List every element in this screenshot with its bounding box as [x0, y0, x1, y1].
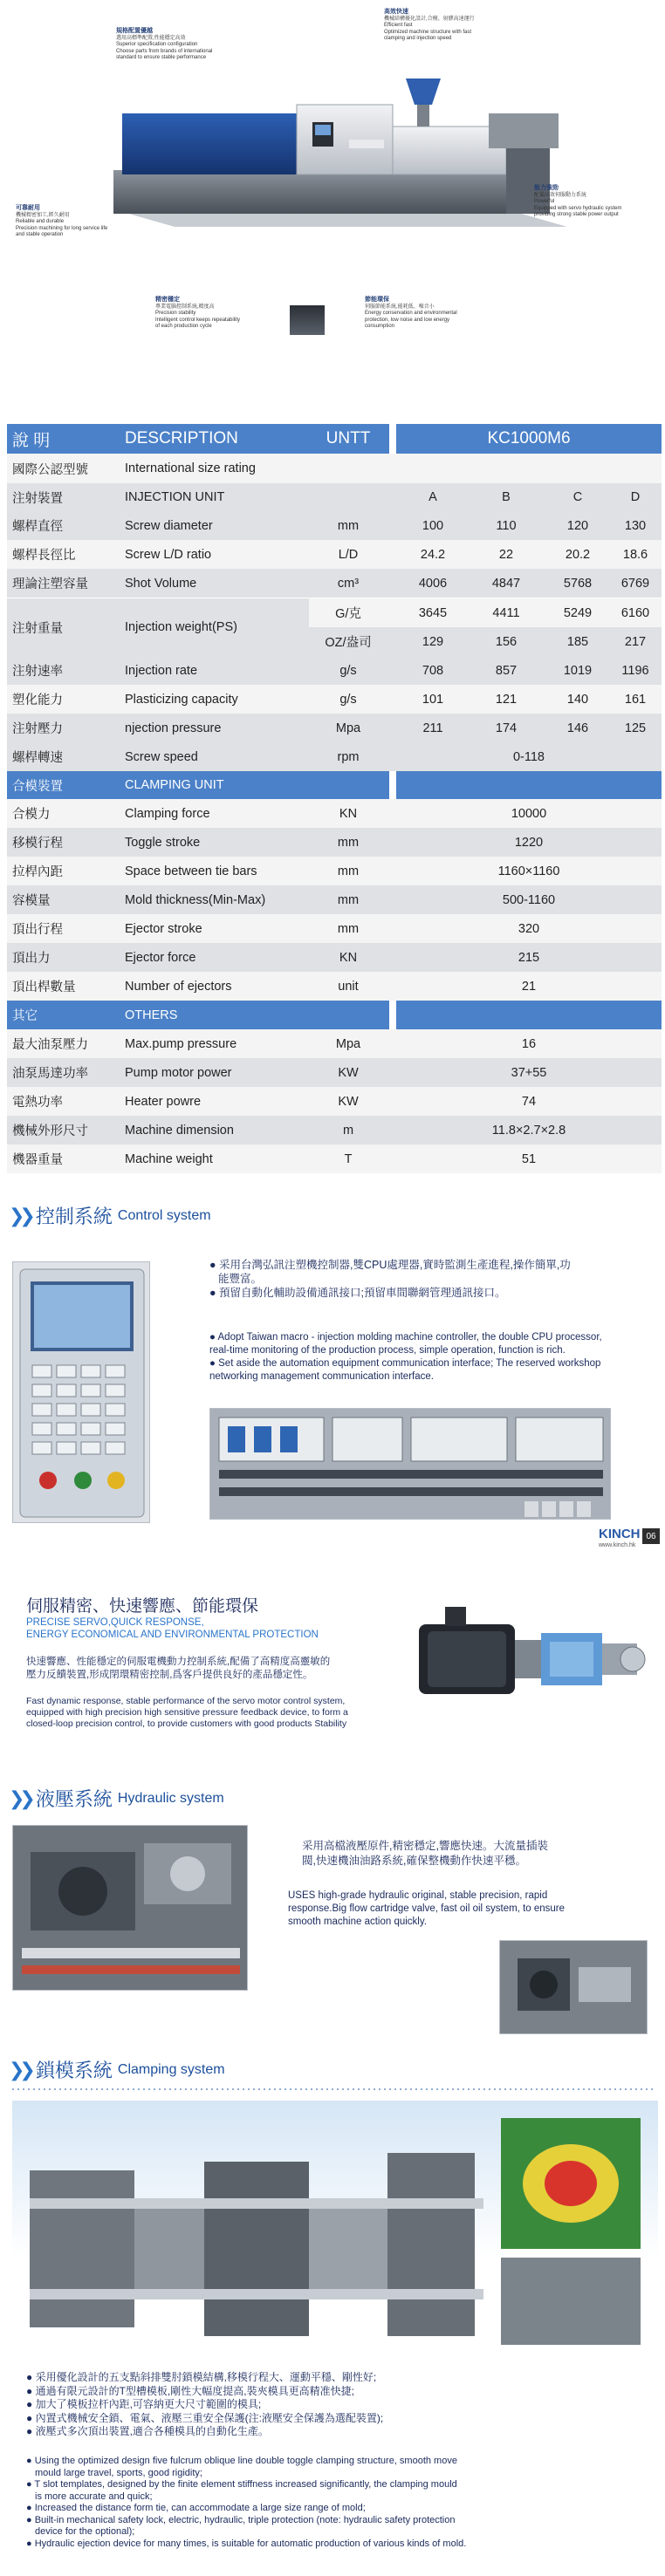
injection-weight-row [7, 598, 662, 656]
callout-line: consumption [365, 324, 395, 329]
clamping-en-line: device for the optional); [35, 2526, 135, 2537]
spec-value: 16 [521, 1036, 537, 1051]
spec-value: 20.2 [565, 547, 591, 562]
spec-value: 22 [498, 547, 514, 562]
spec-value: 211 [422, 721, 443, 735]
spec-row [7, 972, 662, 1001]
hydraulic-title-zh: 液壓系統 [35, 1788, 113, 1810]
chevron-right-icon: ❯❯ [9, 1204, 31, 1227]
spec-label-en: Screw diameter [125, 518, 213, 533]
spec-unit: L/D [338, 547, 359, 562]
spec-label-en: Pump motor power [125, 1065, 232, 1080]
callout-energy-conservation [365, 297, 504, 331]
spec-row [7, 569, 662, 598]
hydraulic-manifold-photo [499, 1940, 648, 2034]
hydraulic-en-line: response.Big flow cartridge valve, fast oil oil system, to ensure [288, 1903, 566, 1914]
callout-title: 規格配置優越 [116, 28, 153, 34]
servo-title-zh: 伺服精密、快速響應、節能環保 [26, 1597, 259, 1616]
hydraulic-en-line: USES high-grade hydraulic original, stable precision, rapid [288, 1890, 548, 1901]
screw-speed-en: Screw speed [125, 749, 198, 764]
col-a: A [428, 490, 437, 504]
control-title-en: Control system [117, 1207, 211, 1223]
rating-row [7, 454, 662, 483]
callout-line: 機械精密加工,經久耐用 [16, 212, 70, 218]
clamping-zh-line: ● 采用優化設計的五支點斜排雙肘鎖模結構,移模行程大、運動平穩、剛性好; [26, 2371, 377, 2383]
clamping-zh-line: ● 加大了模板拉杆內距,可容納更大尺寸範圍的模具; [26, 2398, 262, 2410]
spec-label-zh: 移模行程 [12, 837, 63, 851]
spec-unit: mm [337, 835, 360, 850]
callout-line: 配備高效伺服動力系統 [534, 192, 587, 198]
clamping-en-line: ● T slot templates, designed by the finite element stiffness increased significantly, the clamping mould [26, 2479, 457, 2490]
spec-unit: KW [338, 1065, 359, 1080]
clamping-title-en: Clamping system [117, 2061, 225, 2077]
spec-label-en: njection pressure [125, 721, 222, 735]
weight-g-b: 4411 [492, 605, 520, 620]
spec-label-en: Shot Volume [125, 576, 197, 591]
spec-label-zh: 電熱功率 [12, 1096, 63, 1110]
col-c: C [572, 490, 583, 504]
hydraulic-zh-text [302, 1839, 651, 1869]
spec-row [7, 799, 662, 828]
hydraulic-manifold-icon [500, 1941, 648, 2034]
spec-label-en: Machine weight [125, 1151, 213, 1166]
electrical-cabinet-photo [209, 1408, 611, 1520]
injection-unit-en: INJECTION UNIT [125, 490, 225, 504]
spec-value: 857 [495, 663, 518, 678]
callout-line: Efficient fast [384, 23, 413, 28]
spec-row [7, 685, 662, 714]
clamping-en-line: ● Built-in mechanical safety lock, electric, hydraulic, triple protection (note: hydraulic safety protection [26, 2514, 456, 2525]
callout-line: standard to ensure stable performance [116, 55, 207, 60]
control-en-line: ● Set aside the automation equipment communication interface; The reserved workshop [209, 1358, 601, 1369]
spec-row [7, 828, 662, 857]
weight-oz-c: 185 [566, 634, 589, 649]
control-zh-line: ● 預留自動化輔助設備通訊接口;預留車間聯網管理通訊接口。 [209, 1287, 506, 1299]
spec-label-zh: 油泵馬達功率 [12, 1067, 88, 1081]
brand-name: KINCH [599, 1527, 641, 1541]
header-description: DESCRIPTION [125, 429, 238, 448]
spec-label-zh: 注射壓力 [12, 722, 63, 736]
callout-line: 機械結構優化設計,合模、射膠高速運行 [384, 16, 475, 22]
clamping-zh-line: ● 液壓式多次頂出裝置,適合各種模具的自動化生產。 [26, 2425, 269, 2437]
control-zh-line: 能豐富。 [218, 1273, 263, 1285]
spec-value: 4847 [491, 576, 521, 591]
callout-line: 選用高標準配置,性能穩定高效 [116, 35, 186, 41]
spec-unit: T [344, 1151, 353, 1166]
spec-label-zh: 螺桿長徑比 [12, 549, 76, 563]
hydraulic-section-title [9, 1785, 224, 1812]
spec-label-zh: 容模量 [12, 894, 51, 908]
spec-label-zh: 螺桿直徑 [12, 520, 63, 534]
callout-line: Equipped with servo hydraulic system [534, 205, 622, 211]
electrical-cabinet-icon [210, 1409, 611, 1520]
spec-unit: mm [337, 892, 360, 907]
others-en: OTHERS [125, 1008, 178, 1022]
clamping-zh-line: ● 通過有限元設計的T型槽模板,剛性大幅度提高,裝夾模具更高精准快捷; [26, 2384, 354, 2397]
controller-panel-icon [13, 1262, 150, 1523]
spec-label-en: Number of ejectors [125, 979, 232, 994]
servo-zh-line: 壓力反饋裝置,形成閉環精密控制,爲客戶提供良好的產品穩定性。 [26, 1670, 313, 1680]
spec-value: 11.8×2.7×2.8 [491, 1123, 566, 1138]
spec-value: 320 [518, 921, 540, 936]
clamping-en-line: ● Hydraulic ejection device for many times, is suitable for automatic production of various kinds of mold. [26, 2538, 467, 2549]
callout-title: 可靠耐用 [16, 205, 40, 211]
spec-row [7, 1087, 662, 1116]
callout-line: Powerful [534, 199, 555, 204]
callout-line: of each production cycle [155, 324, 212, 329]
callout-line: Reliable and durable [16, 219, 65, 224]
hero-section [0, 0, 665, 384]
spec-value: 161 [624, 692, 647, 707]
spec-label-en: Heater powre [125, 1094, 202, 1109]
control-section-title [9, 1202, 211, 1229]
spec-header-row [7, 424, 662, 454]
spec-value: 37+55 [511, 1065, 547, 1080]
hydraulic-zh-line: 采用高檔液壓原件,精密穩定,響應快速。大流量插裝 [302, 1840, 548, 1852]
spec-row [7, 885, 662, 914]
callout-superior-config [116, 28, 230, 62]
screw-speed-zh: 螺桿轉速 [12, 751, 63, 765]
controller-panel-photo [12, 1261, 150, 1523]
spec-row [7, 1058, 662, 1087]
spec-value: 10000 [511, 806, 547, 821]
spec-value: 51 [521, 1151, 537, 1166]
spec-unit: mm [337, 921, 360, 936]
servo-en-line: equipped with high precision high sensitive pressure feedback device, to form a [26, 1707, 348, 1718]
spec-label-zh: 注射速率 [12, 665, 63, 679]
spec-value: 110 [496, 518, 517, 533]
spec-unit: cm³ [337, 576, 360, 591]
injection-machine-illustration [96, 79, 585, 253]
callout-line: Precision stability [155, 311, 196, 316]
weight-oz-b: 156 [495, 634, 518, 649]
spec-label-zh: 機械外形尺寸 [12, 1124, 88, 1138]
callout-line: Choose parts from brands of international [116, 48, 213, 54]
spec-row [7, 1029, 662, 1058]
spec-label-zh: 機器重量 [12, 1153, 63, 1167]
spec-value: 21 [521, 979, 537, 994]
weight-unit-g: G/克 [335, 607, 361, 621]
spec-row [7, 857, 662, 885]
callout-line: Precision machining for long service life [16, 225, 108, 231]
spec-value: 215 [518, 950, 540, 965]
control-en-line: real-time monitoring of the production process, simple operation, function is rich. [209, 1345, 566, 1356]
spec-row [7, 1145, 662, 1173]
control-title-zh: 控制系統 [35, 1206, 113, 1227]
spec-label-zh: 頂出桿數量 [12, 981, 76, 994]
spec-label-en: Machine dimension [125, 1123, 234, 1138]
weight-oz-a: 129 [422, 634, 444, 649]
spec-unit: KW [338, 1094, 359, 1109]
spec-value: 5768 [563, 576, 593, 591]
injection-unit-zh: 注射裝置 [12, 491, 63, 506]
servo-en-line: closed-loop precision control, to provide customers with good products Stability [26, 1718, 347, 1729]
spec-value: 146 [566, 721, 589, 735]
col-d: D [630, 490, 641, 504]
spec-unit: KN [339, 950, 358, 965]
spec-label-zh: 合模力 [12, 808, 51, 822]
clamping-unit-header [7, 771, 662, 799]
callout-line: and stable operation [16, 232, 64, 237]
spec-value: 18.6 [622, 547, 648, 562]
spec-label-zh: 最大油泵壓力 [12, 1038, 88, 1052]
spec-label-en: Plasticizing capacity [125, 692, 238, 707]
spec-row [7, 511, 662, 540]
spec-value: 120 [566, 518, 589, 533]
spec-value: 140 [566, 692, 589, 707]
spec-value: 174 [495, 721, 518, 735]
spec-row [7, 943, 662, 972]
control-en-line: networking management communication interface. [209, 1371, 434, 1382]
callout-line: providing strong stable power output [534, 212, 619, 217]
spec-value: 74 [521, 1094, 537, 1109]
control-en-text [209, 1331, 659, 1384]
spec-row [7, 656, 662, 685]
servo-title-en-line: ENERGY ECONOMICAL AND ENVIRONMENTAL PROTECTION [26, 1630, 319, 1640]
col-b: B [502, 490, 511, 504]
dotted-divider [10, 2088, 655, 2090]
spec-unit: unit [338, 979, 359, 994]
callout-title: 能力強勁 [534, 185, 559, 191]
page-number: 06 [642, 1528, 660, 1544]
clamping-unit-en: CLAMPING UNIT [125, 778, 224, 792]
spec-value: 101 [422, 692, 444, 707]
spec-row [7, 540, 662, 569]
weight-en: Injection weight(PS) [125, 620, 237, 634]
spec-value: 125 [624, 721, 647, 735]
spec-unit: g/s [339, 663, 357, 678]
header-model: KC1000M6 [487, 429, 571, 448]
others-header [7, 1001, 662, 1029]
spec-label-zh: 頂出力 [12, 952, 51, 966]
spec-label-en: Injection rate [125, 663, 198, 678]
callout-photo [70, 24, 110, 56]
weight-g-d: 6160 [620, 605, 650, 620]
servo-en-text [26, 1696, 401, 1730]
clamping-en-line: ● Increased the distance form tie, can accommodate a large size range of mold; [26, 2503, 366, 2513]
spec-label-en: Mold thickness(Min-Max) [125, 892, 266, 907]
spec-value: 24.2 [420, 547, 446, 562]
others-zh: 其它 [12, 1009, 38, 1023]
spec-value: 1019 [563, 663, 593, 678]
servo-title-en-line: PRECISE SERVO,QUICK RESPONSE, [26, 1617, 204, 1628]
spec-label-zh: 塑化能力 [12, 694, 63, 707]
callout-title: 節能環保 [365, 297, 389, 303]
clamping-unit-icon [12, 2101, 658, 2362]
spec-unit: mm [337, 518, 360, 533]
spec-unit: m [342, 1123, 354, 1138]
spec-label-en: Space between tie bars [125, 864, 257, 878]
callout-efficient-fast [384, 9, 515, 43]
hydraulic-title-en: Hydraulic system [117, 1790, 224, 1806]
chevron-right-icon: ❯❯ [9, 2058, 31, 2081]
callout-line: Intelligent control keeps repeatability [155, 317, 241, 323]
weight-zh: 注射重量 [12, 621, 63, 636]
spec-unit: Mpa [335, 721, 361, 735]
callout-title: 高效快速 [384, 9, 408, 15]
spec-value: 130 [624, 518, 647, 533]
hydraulic-zh-line: 閥,快速機油油路系統,確保整機動作快速平穩。 [302, 1855, 526, 1867]
spec-label-en: Ejector force [125, 950, 196, 965]
spec-row [7, 1116, 662, 1145]
callout-title: 精密穩定 [155, 297, 180, 303]
control-zh-line: ● 采用台灣弘訊注塑機控制器,雙CPU處理器,實時監測生產進程,操作簡單,功 [209, 1259, 571, 1271]
spec-label-en: Clamping force [125, 806, 210, 821]
header-zh: 說 明 [12, 431, 51, 450]
spec-label-zh: 頂出行程 [12, 923, 63, 937]
callout-photo [290, 305, 325, 335]
callout-line: clamping and injection speed [384, 36, 452, 41]
spec-row [7, 714, 662, 742]
spec-label-en: Max.pump pressure [125, 1036, 237, 1051]
callout-line: 伺服節能系統,能耗低、噪音小 [365, 304, 435, 310]
spec-value: 500-1160 [502, 892, 556, 907]
weight-oz-d: 217 [624, 634, 647, 649]
weight-g-a: 3645 [418, 605, 448, 620]
clamping-zh-line: ● 內置式機械安全鎖、電氣、液壓三重安全保護(注:液壓安全保護為選配裝置); [26, 2411, 384, 2424]
chevron-right-icon: ❯❯ [9, 1787, 31, 1809]
servo-zh-text [26, 1656, 401, 1682]
callout-line: Optimized machine structure with fast [384, 29, 472, 35]
injection-unit-row [7, 483, 662, 511]
weight-unit-oz: OZ/盎司 [325, 636, 372, 650]
callout-precision-stability [155, 297, 286, 331]
header-unit: UNTT [326, 429, 371, 448]
spec-unit: mm [337, 864, 360, 878]
callout-line: Energy conservation and environmental [365, 311, 457, 316]
clamping-en-line: ● Using the optimized design five fulcrum oblique line double toggle clamping structure, smooth move [26, 2456, 457, 2466]
spec-value: 1220 [514, 835, 544, 850]
spec-label-en: Screw L/D ratio [125, 547, 212, 562]
spec-unit: Mpa [335, 1036, 361, 1051]
clamping-unit-photo [12, 2101, 658, 2362]
control-en-line: ● Adopt Taiwan macro - injection molding machine controller, the double CPU processor, [209, 1332, 602, 1343]
hydraulic-valve-photo [12, 1825, 248, 1991]
brand-url: www.kinch.hk [599, 1542, 636, 1548]
servo-en-line: Fast dynamic response, stable performance of the servo motor control system, [26, 1696, 346, 1706]
callout-line: 專業電腦控制系統,精度高 [155, 304, 215, 310]
servo-motor-pump-illustration [410, 1598, 655, 1720]
rating-en: International size rating [125, 461, 256, 475]
spec-label-en: Ejector stroke [125, 921, 202, 936]
spec-value: 6769 [620, 576, 650, 591]
spec-label-en: Toggle stroke [125, 835, 201, 850]
spec-row [7, 914, 662, 943]
callout-reliable-durable [16, 205, 147, 239]
clamping-section-title [9, 2056, 225, 2083]
clamping-en-line: is more accurate and quick; [35, 2491, 153, 2502]
spec-table [7, 424, 662, 1165]
screw-speed-unit: rpm [337, 749, 360, 764]
spec-value: 1160×1160 [497, 864, 560, 878]
rating-zh: 國際公認型號 [12, 462, 88, 477]
hydraulic-en-line: smooth machine action quickly. [288, 1917, 427, 1927]
callout-powerful [534, 185, 630, 219]
spec-value: 121 [495, 692, 518, 707]
spec-value: 708 [422, 663, 444, 678]
spec-value: 1196 [621, 663, 649, 678]
spec-unit: g/s [339, 692, 357, 707]
clamping-title-zh: 鎖模系統 [35, 2060, 113, 2081]
spec-value: 4006 [418, 576, 448, 591]
control-zh-text [209, 1258, 655, 1300]
servo-title-en [26, 1616, 319, 1641]
spec-label-zh: 理論注塑容量 [12, 577, 88, 591]
servo-zh-line: 快速響應、性能穩定的伺服電機動力控制系統,配備了高精度高靈敏的 [26, 1657, 331, 1667]
callout-line: protection, low noise and low energy [365, 317, 450, 323]
screw-speed-row [7, 742, 662, 771]
clamping-en-text [26, 2456, 655, 2550]
hydraulic-en-text [288, 1889, 655, 1929]
spec-unit: KN [339, 806, 358, 821]
spec-label-zh: 拉桿內距 [12, 865, 63, 879]
callout-line: Superior specification configuration [116, 42, 198, 47]
spec-value: 100 [422, 518, 444, 533]
clamping-en-line: mould large travel, sports, good rigidity; [35, 2467, 202, 2478]
clamping-unit-zh: 合模裝置 [12, 779, 63, 794]
brand-logo [599, 1527, 641, 1541]
callout-photo [519, 5, 565, 40]
callout-photo [602, 229, 648, 262]
clamping-zh-text [26, 2371, 655, 2439]
screw-speed-value: 0-118 [512, 749, 545, 764]
weight-g-c: 5249 [563, 605, 593, 620]
hydraulic-valve-icon [13, 1826, 248, 1991]
